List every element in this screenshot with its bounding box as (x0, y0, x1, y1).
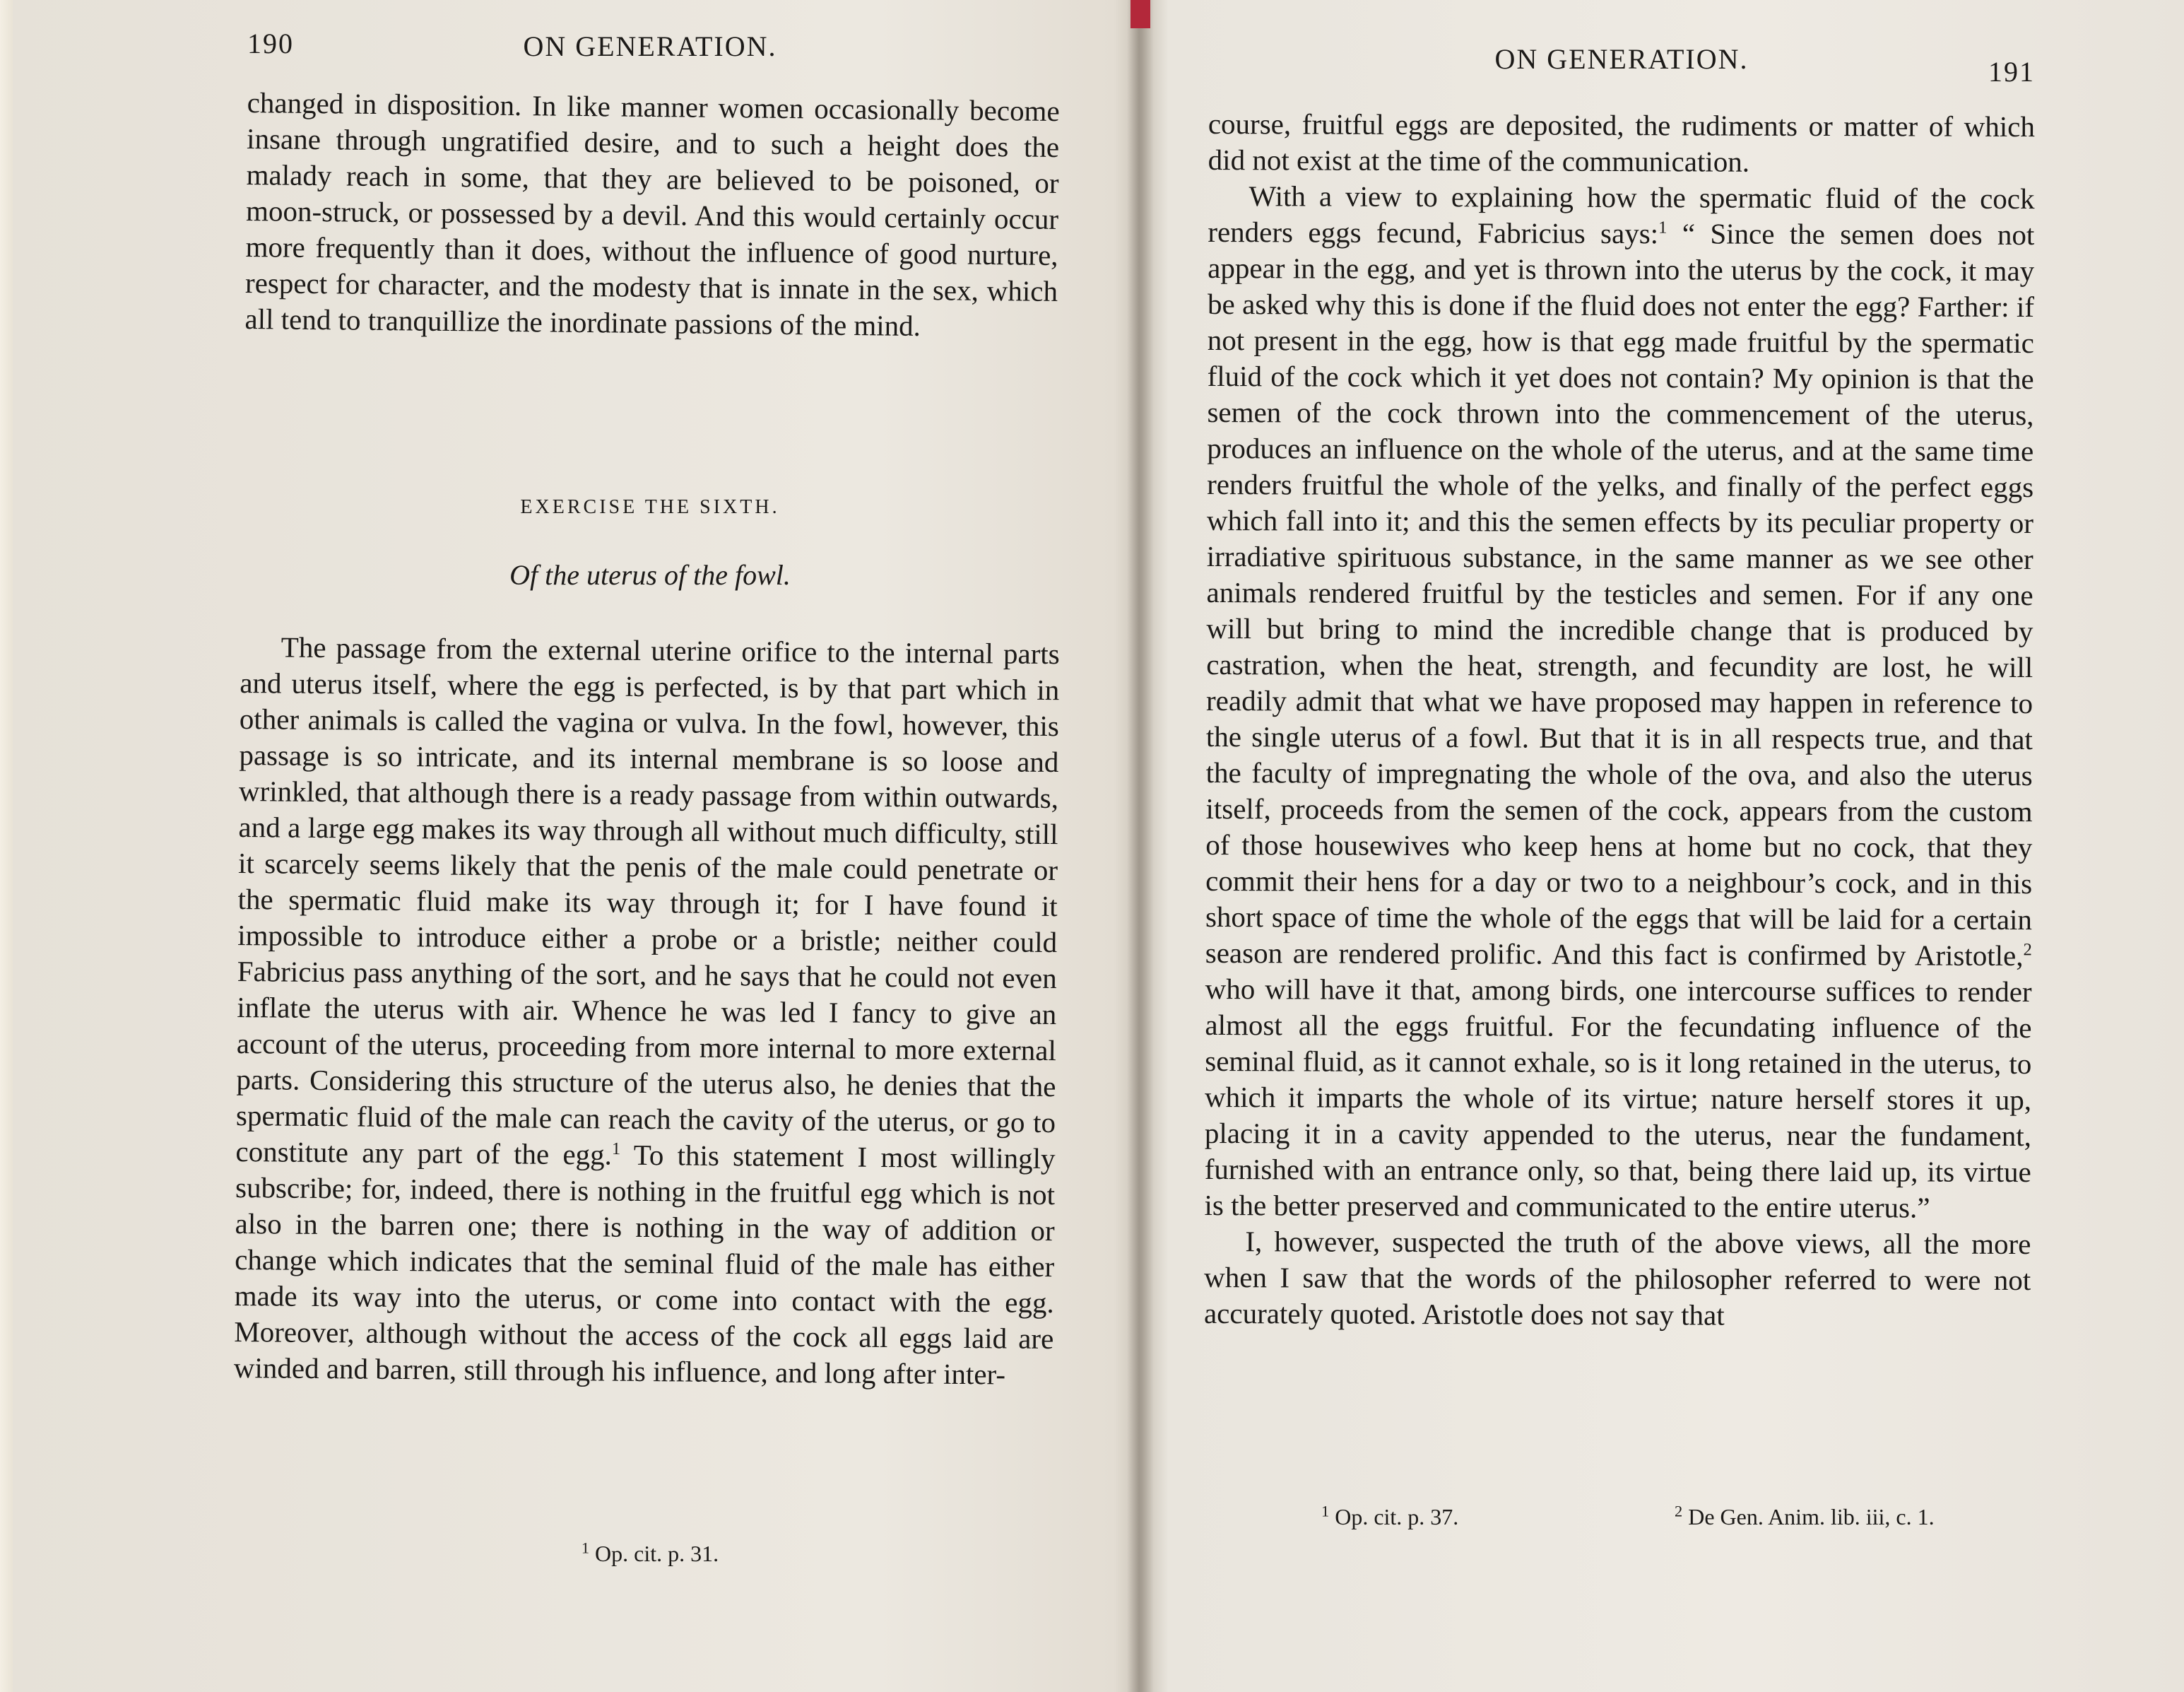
footnote-text: De Gen. Anim. lib. iii, c. 1. (1682, 1504, 1935, 1529)
footnote-ref: 1 (611, 1139, 621, 1159)
footnote-text: Op. cit. p. 31. (589, 1541, 719, 1566)
left-paragraph-continued: changed in disposition. In like manner women occasionally become insane through ungratified desire, and to such a height does the malady reach in some, that they are believed to be poisoned, or moon-struck, or possessed by a devil. And this would certainly occur more frequently than it does, without the influence of good nurture, respect for character, and the modesty that is innate in the sex, which all tend to tranquillize the inordinate passions of the mind. (244, 86, 1060, 342)
exercise-heading: EXERCISE THE SIXTH. (520, 496, 780, 518)
right-p2-part3: who will have it that, among birds, one intercourse suffices to render almost all the eggs fruitful. For the fecundating influence of the seminal fluid, as it cannot exhale, so is it long retained in the uterus, to which it imparts the whole of its virtue; nature herself stores it up, placing it in a cavity appended to the uterus, near the fundament, furnished with an entrance only, so that, being there laid up, its virtue is the better preserved and communicated to the entire uterus.” (1204, 972, 2032, 1224)
right-main-text (1204, 106, 2035, 1334)
left-main-text-part1: The passage from the external uterine orifice to the internal parts and uterus itself, where the egg is perfected, is by that part which in other animals is called the vagina or vulva. In the fowl, however, this passage is so intricate, and its internal membrane is so loose and wrinkled, that although there is a ready passage from within outwards, and a large egg makes its way through all without much difficulty, still it scarcely seems likely that the penis of the male could penetrate or the spermatic fluid make its way through it; for I have found it impossible to introduce either a probe or a bristle; neither could Fabricius pass anything of the sort, and he says that he could not even inflate the uterus with air. Whence he was led I fancy to give an account of the uterus, proceeding from more internal to more external parts. Considering this structure of the uterus also, he denies that the spermatic fluid of the male can reach the cavity of the uterus, or go to constitute any part of the egg. (235, 630, 1060, 1171)
left-page-number: 190 (247, 28, 294, 59)
left-running-head (233, 27, 1067, 69)
left-main-text-part2: To this statement I most willingly subscribe; for, indeed, there is nothing in the fruitful egg which is not also in the barren one; there is nothing in the way of addition or change which indicates that the seminal fluid of the male has either made its way into the uterus, or come into contact with the egg. Moreover, although without the access of the cock all eggs laid are winded and barren, still through his influence, and long after inter- (233, 1138, 1056, 1391)
right-p2-part2: “ Since the semen does not appear in the egg, and yet is thrown into the uterus by the cock, it may be asked why this is done if the fluid does not enter the egg? Farther: if not present in the egg, how is that egg made fruitful by the spermatic fluid of the cock which it yet does not contain? My opinion is that the semen of the cock thrown into the commencement of the uterus, produces an influence on the whole of the uterus, and at the same time renders fruitful the whole of the yelks, and finally of the perfect eggs which fall into it; and this the semen effects by its peculiar property or irradiative spirituous substance, in the same manner as we see other animals rendered fruitful by the testicles and semen. For if any one will but bring to mind the incredible change that is produced by castration, when the heat, strength, and fecundity are lost, he will readily admit that what we have proposed may happen in reference to the single uterus of a fowl. But that it is in all respects true, and that the faculty of impregnating the whole of the ova, and also the uterus itself, proceeds from the semen of the cock, appears from the custom of those housewives who keep hens at home but no cock, that they commit their hens for a day or two to a neighbour’s cock, and in this short space of time the whole of the eggs that will be laid for a certain season are rendered prolific. And this fact is confirmed by Aristotle, (1205, 217, 2035, 973)
right-paragraph-final: I, however, suspected the truth of the above views, all the more when I saw that the words of the philosopher referred to were not accurately quoted. Aristotle does not say that (1203, 1225, 2031, 1332)
left-main-text (234, 629, 1060, 1393)
book-spine (1127, 0, 1154, 1692)
footnote-marker: 1 (581, 1539, 590, 1557)
page-edge (0, 0, 13, 1692)
left-footnote (233, 1541, 1067, 1567)
right-paragraph-fabricius (1204, 178, 2034, 1226)
left-paragraph-main (234, 629, 1060, 1393)
right-footnote-2 (1675, 1504, 1935, 1530)
right-running-head (1201, 27, 2042, 88)
left-page (233, 0, 1067, 1692)
section-title: Of the uterus of the fowl. (509, 559, 791, 591)
footnote-text: Op. cit. p. 37. (1329, 1504, 1459, 1529)
right-page-number: 191 (1988, 56, 2035, 88)
right-paragraph-continued: course, fruitful eggs are deposited, the rudiments or matter of which did not exist at the time of the communication. (1208, 107, 2035, 178)
footnote-ref: 2 (2023, 940, 2032, 960)
left-continued-text (244, 85, 1060, 346)
footnote-ref: 1 (1658, 218, 1667, 237)
right-running-title: ON GENERATION. (1494, 43, 1749, 75)
right-footnote-1 (1321, 1504, 1458, 1530)
footnote-marker: 1 (1321, 1502, 1330, 1520)
left-running-title: ON GENERATION. (523, 30, 777, 62)
footnote-marker: 2 (1675, 1502, 1683, 1520)
right-page (1201, 0, 2042, 1692)
bookmark-ribbon (1131, 0, 1150, 28)
right-p2-part1: With a view to explaining how the spermatic fluid of the cock renders eggs fecund, Fabricius says: (1208, 180, 2035, 250)
